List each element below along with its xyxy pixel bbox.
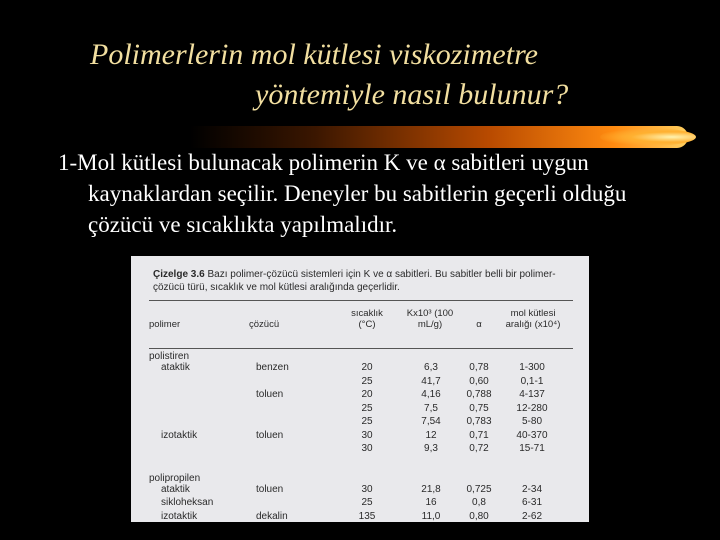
table-cell-t: 30 <box>361 484 373 495</box>
table-cell-k: 11,0 <box>421 511 441 522</box>
table-cell-a: 0,725 <box>466 484 492 495</box>
table-cell-k: 12 <box>425 430 437 441</box>
table-cell-a: 0,60 <box>469 376 489 387</box>
table-cell-polimer: izotaktik <box>161 430 198 441</box>
table-cell-m: 5-80 <box>521 416 542 427</box>
table-cell-k: 16 <box>425 497 437 508</box>
header-mol-kutlesi: mol kütlesi aralığı (x10⁴) <box>505 308 561 330</box>
table-cell-a: 0,78 <box>469 362 489 373</box>
table-cell-t: 20 <box>361 362 373 373</box>
table-cell-a: 0,71 <box>469 430 489 441</box>
table-cell-polimer: sikloheksan <box>161 497 214 508</box>
table-cell-a: 0,75 <box>469 403 489 414</box>
table-top-rule <box>149 300 573 301</box>
table-cell-m: 12-280 <box>516 403 548 414</box>
table-cell-m: 40-370 <box>516 430 548 441</box>
table-caption <box>153 268 573 294</box>
header-k: Kx10³ (100 mL/g) <box>406 308 454 330</box>
header-alpha: α <box>476 319 482 330</box>
table-cell-a: 0,783 <box>466 416 492 427</box>
table-header-rule <box>149 348 573 349</box>
table-cell-m: 6-31 <box>521 497 542 508</box>
table-cell-cozucu: benzen <box>256 362 289 373</box>
table-cell-polimer: ataktik <box>161 484 190 495</box>
table-cell-m: 1-300 <box>519 362 545 373</box>
table-cell-t: 20 <box>361 389 373 400</box>
slide-title-line-1: Polimerlerin mol kütlesi viskozimetre <box>90 38 538 71</box>
table-cell-m: 4-137 <box>519 389 545 400</box>
table-cell-m: 2-62 <box>521 511 542 522</box>
table-cell-k: 21,8 <box>421 484 441 495</box>
table-cell-a: 0,80 <box>469 511 489 522</box>
table-cell-t: 30 <box>361 443 373 454</box>
table-cell-a: 0,8 <box>472 497 486 508</box>
group-polistiren: polistiren <box>149 351 190 362</box>
table-cell-cozucu: dekalin <box>256 511 288 522</box>
group-polipropilen: polipropilen <box>149 473 201 484</box>
slide-body-paragraph: 1-Mol kütlesi bulunacak polimerin K ve α sabitleri uygun kaynaklardan seçilir. Deneyler bu sabitlerin geçerli olduğu çözücü ve sıcaklıkta yapılmalıdır. <box>58 150 627 237</box>
table-cell-k: 7,54 <box>421 416 441 427</box>
table-cell-cozucu: toluen <box>256 484 284 495</box>
table-cell-m: 0,1-1 <box>520 376 544 387</box>
header-sicaklik: sıcaklık (°C) <box>351 308 383 330</box>
slide-title-line-2: yöntemiyle nasıl bulunur? <box>255 78 569 111</box>
table-cell-k: 6,3 <box>424 362 438 373</box>
decorative-bar-glow <box>600 128 696 146</box>
table-cell-m: 15-71 <box>519 443 545 454</box>
table-cell-k: 7,5 <box>424 403 438 414</box>
header-polimer: polimer <box>149 319 181 330</box>
table-cell-polimer: izotaktik <box>161 511 198 522</box>
slide-body <box>58 147 678 240</box>
table-cell-k: 41,7 <box>421 376 441 387</box>
table-cell-t: 25 <box>361 376 373 387</box>
table-cell-polimer: ataktik <box>161 362 190 373</box>
table-cell-t: 25 <box>361 497 373 508</box>
table-cell-a: 0,72 <box>469 443 489 454</box>
table-caption-text: Bazı polimer-çözücü sistemleri için K ve α sabitleri. Bu sabitler belli bir polimer-çözücü türü, sıcaklık ve mol kütlesi aralığında geçerlidir. <box>153 269 556 293</box>
table-cell-cozucu: toluen <box>256 389 284 400</box>
table-cell-k: 9,3 <box>424 443 438 454</box>
table-cell-t: 30 <box>361 430 373 441</box>
scanned-table-image <box>131 256 589 522</box>
table-cell-t: 135 <box>358 511 376 522</box>
table-cell-cozucu: toluen <box>256 430 284 441</box>
table-cell-m: 2-34 <box>521 484 542 495</box>
table-caption-label: Çizelge 3.6 <box>153 269 205 280</box>
table-cell-k: 4,16 <box>421 389 441 400</box>
table-cell-t: 25 <box>361 403 373 414</box>
table-cell-t: 25 <box>361 416 373 427</box>
header-cozucu: çözücü <box>249 319 280 330</box>
table-cell-a: 0,788 <box>466 389 492 400</box>
